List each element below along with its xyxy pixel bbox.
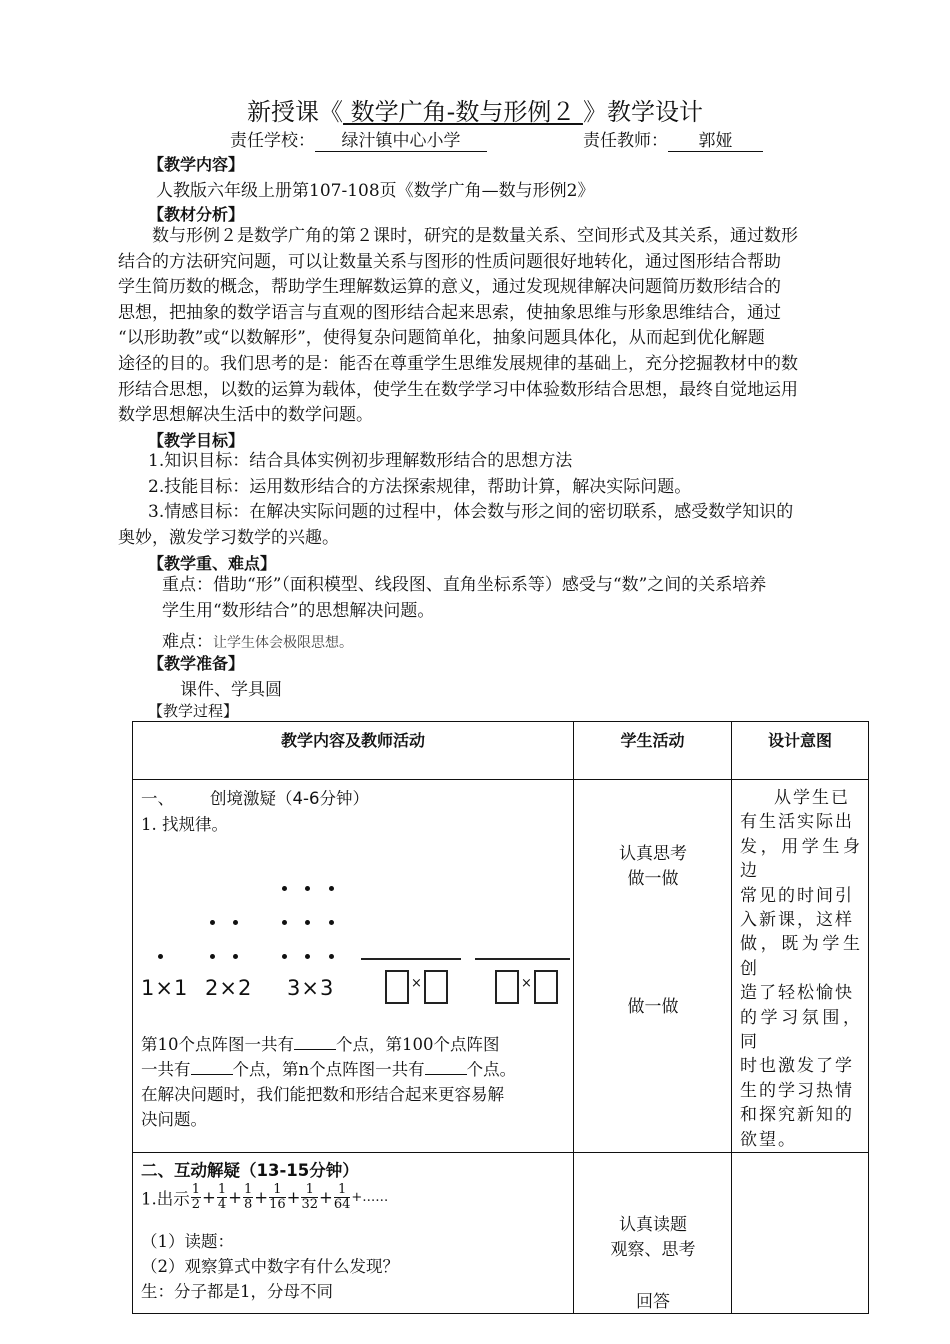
answer-blank[interactable]	[191, 1074, 233, 1075]
process-table	[132, 721, 869, 1314]
keypoint-line: 学生用“数形结合”的思想解决问题。	[162, 600, 435, 621]
school-name: 绿汁镇中心小学	[315, 132, 487, 152]
dot	[282, 886, 287, 891]
analysis-heading: 【教材分析】	[148, 205, 245, 224]
blank-times: ×	[411, 976, 422, 991]
answer-blank[interactable]	[294, 1049, 336, 1050]
row1-question	[141, 1032, 516, 1132]
keypoints-text	[162, 573, 766, 624]
prep-text: 课件、学具圆	[180, 680, 282, 700]
process-heading: 【教学过程】	[148, 702, 239, 720]
dot	[233, 920, 238, 925]
design-line: 发，用学生身边	[740, 836, 862, 882]
title-suffix: 》教学设计	[582, 98, 703, 126]
dot-label-1: 1×1	[141, 976, 189, 1000]
goal-item: 3.情感目标：在解决实际问题的过程中，体会数与形之间的密切联系，感受数学知识的	[148, 502, 794, 523]
content-heading: 【教学内容】	[148, 155, 245, 174]
design-line: 欲望。	[740, 1129, 797, 1150]
teacher-name: 郭娅	[668, 132, 763, 152]
student-activity: 做一做	[627, 997, 679, 1017]
q-text: 个点。	[466, 1060, 517, 1079]
blank-box	[534, 970, 558, 1004]
school-label: 责任学校：	[230, 131, 315, 151]
analysis-line: 形结合思想，以数的运算为载体，使学生在数学学习中体验数形结合思想，最终自觉地运用	[118, 379, 798, 400]
keypoint-line: 重点：借助“形”（面积模型、线段图、直角坐标系等）感受与“数”之间的关系培养	[162, 575, 767, 595]
row1-student	[574, 780, 732, 1153]
difficulty-label: 难点：	[162, 632, 213, 652]
fraction: $\frac{1}{4}$	[217, 1182, 227, 1213]
row2-line: （2）观察算式中数字有什么发现？	[141, 1257, 399, 1277]
fraction: $\frac{1}{64}$	[333, 1182, 351, 1213]
blank-times: ×	[521, 976, 532, 991]
analysis-line: 结合的方法研究问题，可以让数量关系与图形的性质问题很好地转化，通过图形结合帮助	[118, 251, 781, 272]
row1-content	[133, 780, 574, 1153]
row1-heading	[141, 785, 369, 809]
answer-blank[interactable]	[425, 1074, 467, 1075]
fraction: $\frac{1}{2}$	[191, 1182, 201, 1213]
blank-line-2	[475, 958, 570, 960]
row2-heading: 二、互动解疑（13-15分钟）	[141, 1161, 359, 1181]
dot	[329, 954, 334, 959]
design-line: 从学生已	[774, 788, 850, 808]
q-text: 决问题。	[141, 1110, 207, 1129]
dot	[282, 920, 287, 925]
fraction: $\frac{1}{16}$	[269, 1182, 286, 1213]
analysis-line: “以形助教”或“以数解形”，使得复杂问题简单化，抽象问题具体化，从而起到优化解题	[118, 328, 765, 349]
design-line: 和探究新知的	[740, 1105, 854, 1126]
design-line: 有生活实际出	[740, 812, 854, 833]
title-name: 数学广角-数与形例２	[343, 98, 583, 126]
dot	[305, 920, 310, 925]
header-student: 学生活动	[574, 722, 732, 780]
design-line: 常见的时间引	[740, 885, 854, 906]
dot	[210, 920, 215, 925]
dot-label-3: 3×3	[287, 976, 335, 1000]
q-text: 个点，第n个点阵图一共有	[232, 1060, 425, 1079]
student-activity: 认真读题	[619, 1215, 687, 1236]
dot	[282, 954, 287, 959]
fraction: $\frac{1}{32}$	[301, 1182, 318, 1213]
blank-box	[424, 970, 448, 1004]
analysis-line: 途径的目的。我们思考的是：能否在尊重学生思维发展规律的基础上，充分挖掘教材中的数	[118, 353, 798, 374]
goal-item: 奥妙，激发学习数学的兴趣。	[118, 527, 339, 548]
design-line: 做，既为学生创	[740, 934, 862, 979]
table-row	[133, 1153, 869, 1314]
plus-sign: +	[228, 1188, 242, 1208]
plus-sign: +	[202, 1188, 216, 1208]
student-activity: 观察、思考	[610, 1240, 696, 1261]
student-activity: 做一做	[627, 869, 679, 889]
show-label: 1.出示	[141, 1189, 190, 1209]
design-line: 生的学习热情	[740, 1080, 854, 1101]
row1-heading-num: 一、	[141, 789, 174, 808]
dot	[210, 954, 215, 959]
design-line: 入新课，这样	[740, 910, 854, 931]
goal-item: 1.知识目标：结合具体实例初步理解数形结合的思想方法	[148, 451, 573, 471]
plus-sign: +	[286, 1188, 301, 1208]
fraction: $\frac{1}{8}$	[243, 1182, 253, 1213]
ellipsis: +……	[351, 1190, 389, 1206]
goal-item: 2.技能目标：运用数形结合的方法探索规律，帮助计算，解决实际问题。	[148, 476, 692, 497]
row1-heading-text: 创境激疑（4-6分钟）	[210, 789, 369, 808]
difficulty	[162, 627, 353, 652]
dot	[305, 954, 310, 959]
dot	[329, 886, 334, 891]
q-text: 第10个点阵图一共有	[141, 1035, 294, 1054]
row2-line: 生：分子都是1，分母不同	[141, 1282, 333, 1302]
analysis-line: 思想，把抽象的数学语言与直观的图形结合起来思索，使抽象思维与形象思维结合，通过	[118, 302, 781, 323]
design-line: 时也激发了学	[740, 1056, 854, 1077]
student-activity: 认真思考	[619, 844, 687, 864]
goals-heading: 【教学目标】	[148, 431, 245, 450]
teacher-meta	[583, 126, 763, 152]
row1-design	[732, 780, 869, 1153]
row2-design	[732, 1153, 869, 1314]
blank-box	[495, 970, 519, 1004]
table-row	[133, 780, 869, 1153]
dot-label-2: 2×2	[205, 976, 253, 1000]
row2-lines	[141, 1229, 399, 1304]
row2-content	[133, 1153, 574, 1314]
analysis-line: 学生简历数的概念，帮助学生理解数运算的意义，通过发现规律解决问题简历数形结合的	[118, 277, 781, 298]
analysis-text	[118, 224, 798, 429]
blank-box	[385, 970, 409, 1004]
design-line: 的学习氛围，同	[740, 1007, 862, 1053]
header-content: 教学内容及教师活动	[133, 722, 574, 780]
blank-line-1	[361, 958, 461, 960]
dot	[233, 954, 238, 959]
table-header-row	[133, 722, 869, 780]
content-text: 人教版六年级上册第107-108页《数学广角—数与形例2》	[156, 181, 595, 201]
q-text: 在解决问题时，我们能把数和形结合起来更容易解	[141, 1085, 504, 1104]
dot	[329, 920, 334, 925]
page-title	[0, 92, 950, 127]
plus-sign: +	[319, 1188, 333, 1208]
q-text: 个点，第100个点阵图	[336, 1035, 500, 1054]
plus-sign: +	[254, 1188, 269, 1208]
row2-line: （1）读题：	[141, 1232, 234, 1252]
dot	[158, 954, 163, 959]
row2-student	[574, 1153, 732, 1314]
student-activity: 回答	[636, 1292, 670, 1313]
fraction-series	[141, 1183, 388, 1212]
row1-task: 1. 找规律。	[141, 815, 228, 834]
goals-list	[118, 449, 793, 551]
keypoints-heading: 【教学重、难点】	[148, 554, 277, 573]
difficulty-text: 让学生体会极限思想。	[213, 635, 353, 651]
dot	[305, 886, 310, 891]
teacher-label: 责任教师：	[583, 131, 668, 151]
school-meta	[230, 126, 487, 152]
header-design: 设计意图	[732, 722, 869, 780]
analysis-line: 数学思想解决生活中的数学问题。	[118, 405, 373, 426]
q-text: 一共有	[141, 1060, 191, 1079]
design-line: 造了轻松愉快	[740, 983, 854, 1004]
analysis-line: 数与形例２是数学广角的第２课时，研究的是数量关系、空间形式及其关系，通过数形	[118, 226, 798, 246]
title-prefix: 新授课《	[247, 98, 344, 126]
prep-heading: 【教学准备】	[148, 654, 245, 673]
